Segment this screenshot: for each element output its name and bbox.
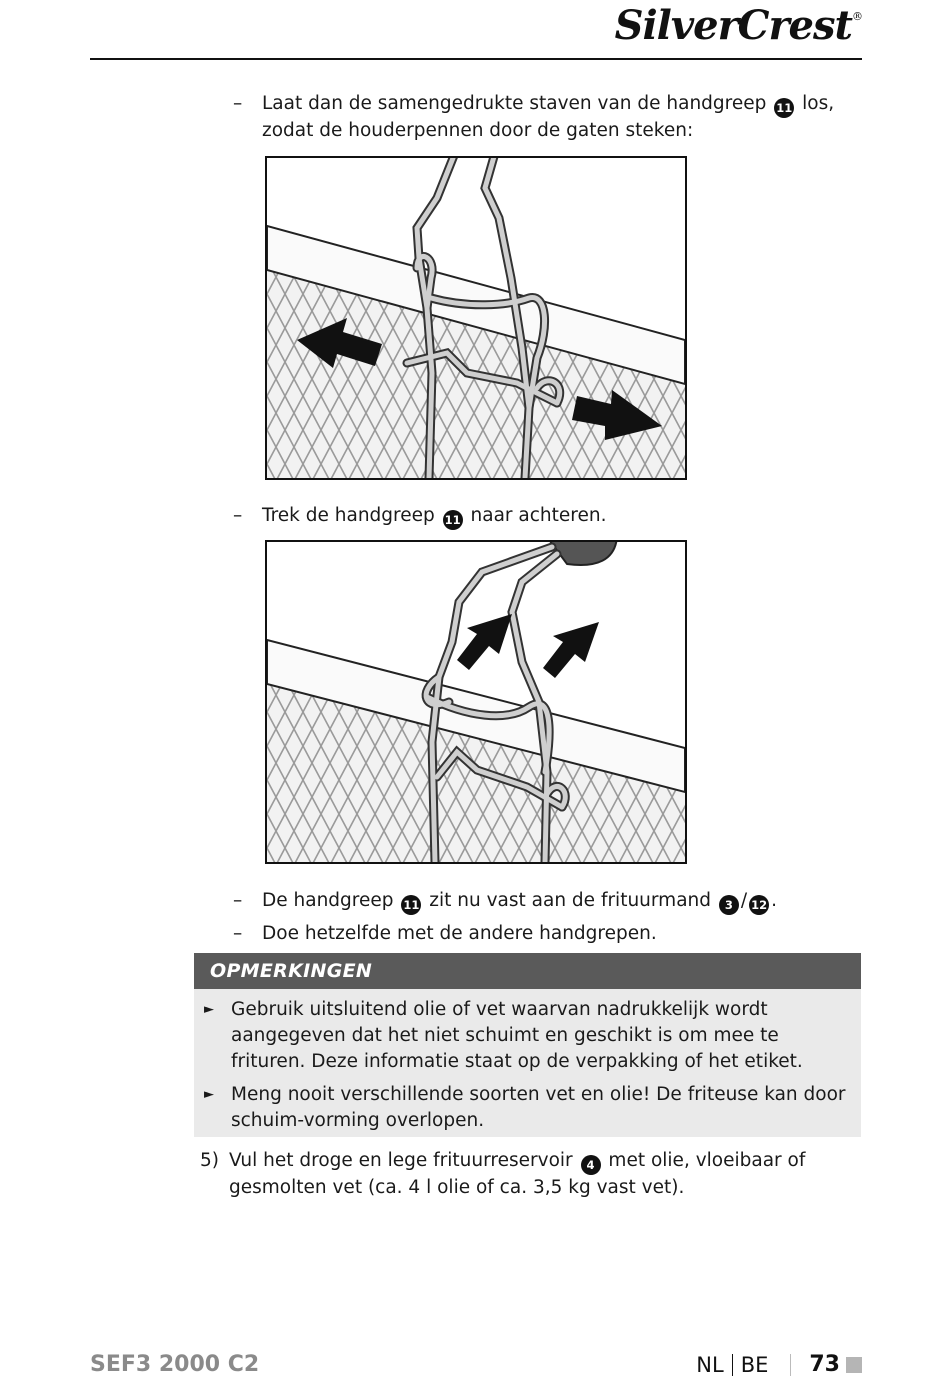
step-text: De handgreep 11 zit nu vast aan de frituurmand 3 / 12 .: [262, 888, 863, 915]
note-item: [194, 1082, 861, 1134]
bullet-arrow-icon: ►: [204, 1002, 214, 1017]
step-pull-back: [233, 503, 863, 530]
ref-badge-handle: 11: [401, 895, 421, 915]
step-release-bars: [233, 91, 863, 144]
note-item: [194, 997, 861, 1075]
step-text: Vul het droge en lege frituurreservoir 4 met olie, vloeibaar of gesmolten vet (ca. 4 l olie of ca. 3,5 kg vast vet).: [229, 1150, 806, 1198]
figure-pull-handle: [265, 540, 687, 864]
notes-title: OPMERKINGEN: [194, 953, 861, 989]
step-fill-reservoir: [200, 1148, 865, 1201]
step-dash: –: [233, 505, 243, 526]
bullet-arrow-icon: ►: [204, 1087, 214, 1102]
step-dash: –: [233, 93, 243, 114]
step-text: Doe hetzelfde met de andere handgrepen.: [262, 923, 657, 944]
footer-lang-nl: NL: [696, 1352, 724, 1377]
step-dash: –: [233, 890, 243, 911]
step-handle-attached: [233, 888, 863, 915]
step-text: Trek de handgreep 11 naar achteren.: [262, 503, 863, 530]
note-text: Meng nooit verschillende soorten vet en olie! De friteuse kan door schuim-vorming overlopen.: [231, 1084, 846, 1131]
ref-badge-handle: 11: [774, 98, 794, 118]
notes-body: [194, 989, 861, 1137]
brand-logo: SilverCrest®: [614, 2, 862, 49]
figure-release-handle: [265, 156, 687, 480]
step-text: Laat dan de samengedrukte staven van de handgreep 11 los, zodat de houderpennen door de gaten steken:: [262, 93, 835, 141]
arrow-up-right-icon: [457, 614, 512, 670]
ref-badge-basket: 3: [719, 895, 739, 915]
footer-model: SEF3 2000 C2: [90, 1352, 260, 1377]
page-number: 73: [809, 1352, 840, 1377]
footer-separator-light: [790, 1354, 791, 1376]
step-number: 5): [200, 1150, 219, 1171]
footer-separator: [732, 1354, 733, 1376]
step-dash: –: [233, 923, 243, 944]
registered-mark: ®: [852, 10, 862, 23]
step-repeat: [233, 921, 863, 947]
ref-badge-reservoir: 4: [581, 1155, 601, 1175]
note-text: Gebruik uitsluitend olie of vet waarvan nadrukkelijk wordt aangegeven dat het niet schuimt en geschikt is om mee te frituren. Deze informatie staat op de verpakking of het etiket.: [231, 999, 803, 1072]
ref-badge-basket-alt: 12: [749, 895, 769, 915]
arrow-up-right-icon: [543, 622, 599, 678]
footer-page-info: [696, 1352, 862, 1377]
footer-lang-be: BE: [740, 1352, 769, 1377]
page-marker-square: [846, 1357, 862, 1373]
header-rule: [90, 58, 862, 60]
ref-badge-handle: 11: [443, 510, 463, 530]
